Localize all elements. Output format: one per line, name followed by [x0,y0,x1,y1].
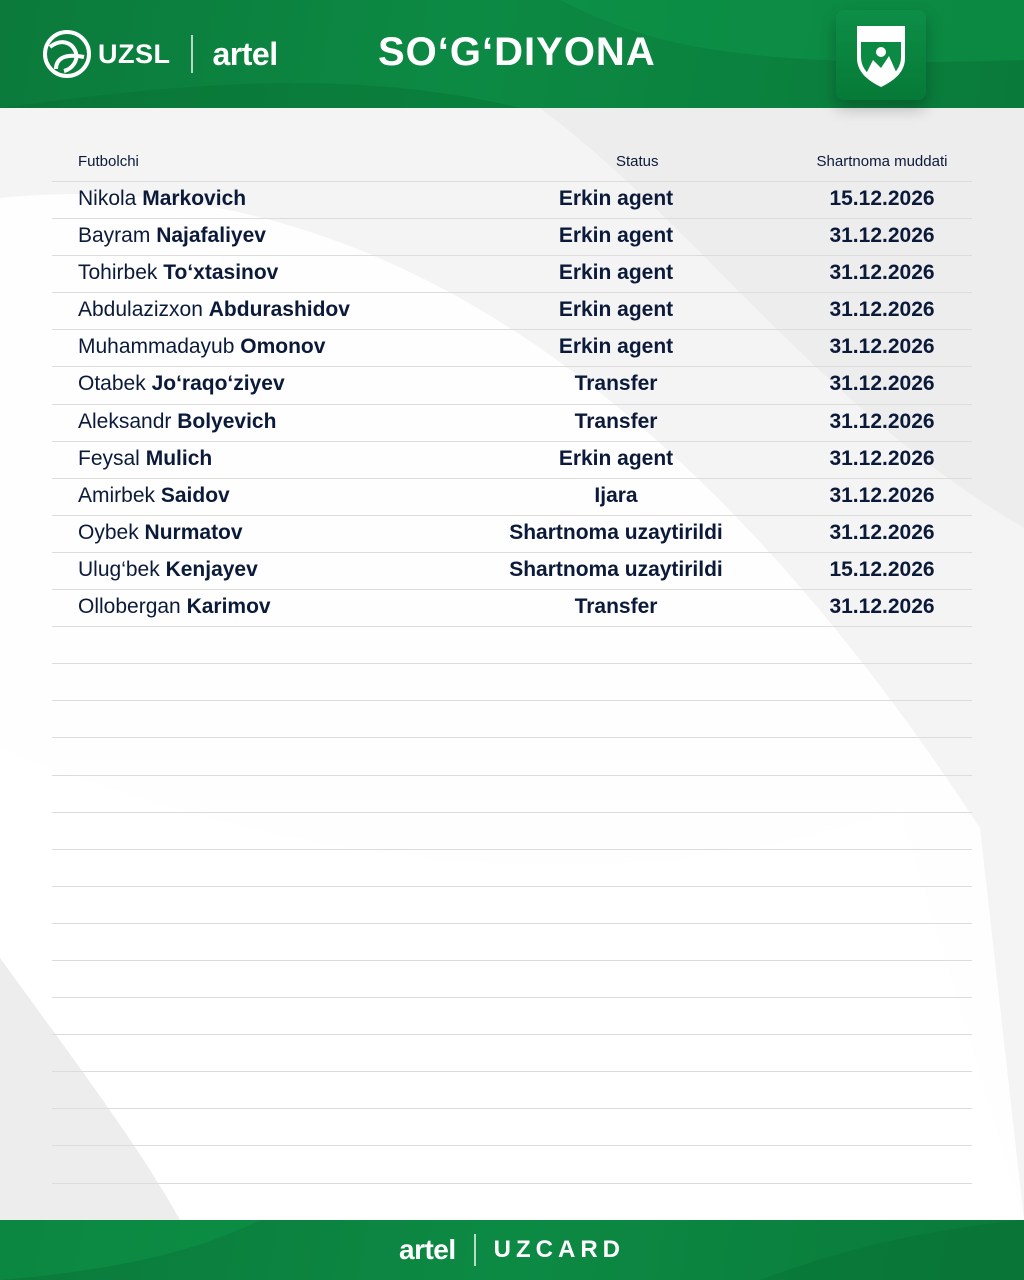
club-badge [836,10,926,100]
column-header-contract-term-label: Shartnoma muddati [816,153,948,170]
player-first-name: Muhammadayub [78,335,235,359]
players-table [52,140,972,1184]
empty-table-row [52,1109,972,1146]
player-status: Erkin agent [558,298,674,322]
player-first-name: Bayram [78,224,151,248]
table-row [52,405,972,442]
table-row [52,516,972,553]
player-name [78,298,350,322]
player-name [78,372,285,396]
table-row [52,293,972,330]
player-status: Shartnoma uzaytirildi [509,557,723,581]
empty-table-row [52,627,972,664]
player-status: Erkin agent [558,335,674,359]
empty-table-row [52,1072,972,1109]
player-first-name: Otabek [78,372,146,396]
player-status: Erkin agent [558,187,674,210]
player-last-name: To‘xtasinov [163,261,279,285]
player-name [78,410,276,434]
player-name [78,558,258,582]
player-first-name: Aleksandr [78,409,172,433]
contract-date: 31.12.2026 [829,372,935,396]
column-header-player: Futbolchi [78,153,139,170]
table-row [52,219,972,256]
player-name [78,484,230,508]
player-last-name: Bolyevich [177,409,277,433]
table-row [52,256,972,293]
empty-table-row [52,776,972,813]
player-status: Erkin agent [558,261,674,285]
contract-date: 31.12.2026 [829,446,935,470]
player-first-name: Abdulazizxon [78,298,203,322]
player-status: Erkin agent [558,224,674,248]
table-row [52,367,972,404]
player-last-name: Markovich [142,187,247,210]
uzsl-wordmark: UZSL [98,38,171,69]
player-last-name: Abdurashidov [208,298,350,322]
contract-date: 31.12.2026 [829,335,935,359]
player-status: Transfer [574,409,658,433]
footer-uzcard-wordmark: UZCARD [493,1236,625,1263]
table-row [52,590,972,627]
player-last-name: Nurmatov [144,520,243,544]
player-last-name: Omonov [240,335,326,359]
player-last-name: Najafaliyev [156,224,266,248]
footer-divider [474,1234,476,1266]
table-row [52,330,972,367]
contract-date: 15.12.2026 [829,187,935,210]
player-first-name: Amirbek [78,483,156,507]
contract-date: 31.12.2026 [829,483,935,507]
uzsl-ball-icon [42,29,92,79]
artel-wordmark: artel [212,35,278,72]
player-name [78,261,278,285]
empty-table-row [52,998,972,1035]
table-header: Futbolchi Status Shartnoma muddati [52,140,972,182]
footer-sponsors [0,1220,1024,1280]
sogdiana-crest-icon [851,20,911,90]
player-name [78,335,325,359]
empty-table-row [52,961,972,998]
footer-artel-wordmark: artel [399,1234,456,1265]
player-status: Ijara [594,483,638,507]
player-last-name: Mulich [145,446,213,470]
player-first-name: Nikola [78,187,137,210]
empty-table-row [52,813,972,850]
player-name [78,595,271,619]
player-name [78,224,266,248]
empty-table-row [52,664,972,701]
contract-date: 31.12.2026 [829,595,935,619]
contract-date: 31.12.2026 [829,298,935,322]
contract-date: 31.12.2026 [829,261,935,285]
player-last-name: Saidov [160,483,230,507]
player-last-name: Jo‘raqo‘ziyev [151,372,285,396]
empty-table-row [52,1146,972,1183]
player-first-name: Oybek [78,520,139,544]
player-status: Transfer [574,372,658,396]
empty-table-row [52,1035,972,1072]
player-name [78,187,246,211]
footer-bar [0,1220,1024,1280]
player-first-name: Ollobergan [78,595,181,619]
player-first-name: Ulug‘bek [78,557,160,581]
empty-table-row [52,738,972,775]
player-status: Transfer [574,595,658,619]
player-first-name: Tohirbek [78,261,158,285]
brand-divider [191,35,193,73]
empty-table-row [52,850,972,887]
table-row [52,182,972,219]
contract-date: 31.12.2026 [829,224,935,248]
contract-date: 15.12.2026 [829,557,935,581]
player-first-name: Feysal [78,446,140,470]
table-row [52,479,972,516]
empty-table-row [52,887,972,924]
brand-logos [42,28,278,80]
contract-date: 31.12.2026 [829,409,935,433]
player-status: Erkin agent [558,446,674,470]
player-name [78,521,243,545]
player-name [78,447,212,471]
player-last-name: Karimov [186,595,271,619]
empty-table-row [52,701,972,738]
team-title: SO‘G‘DIYONA [378,30,656,74]
table-row [52,553,972,590]
player-status: Shartnoma uzaytirildi [509,520,723,544]
contract-date: 31.12.2026 [829,520,935,544]
table-row [52,442,972,479]
player-last-name: Kenjayev [165,557,258,581]
empty-table-row [52,924,972,961]
